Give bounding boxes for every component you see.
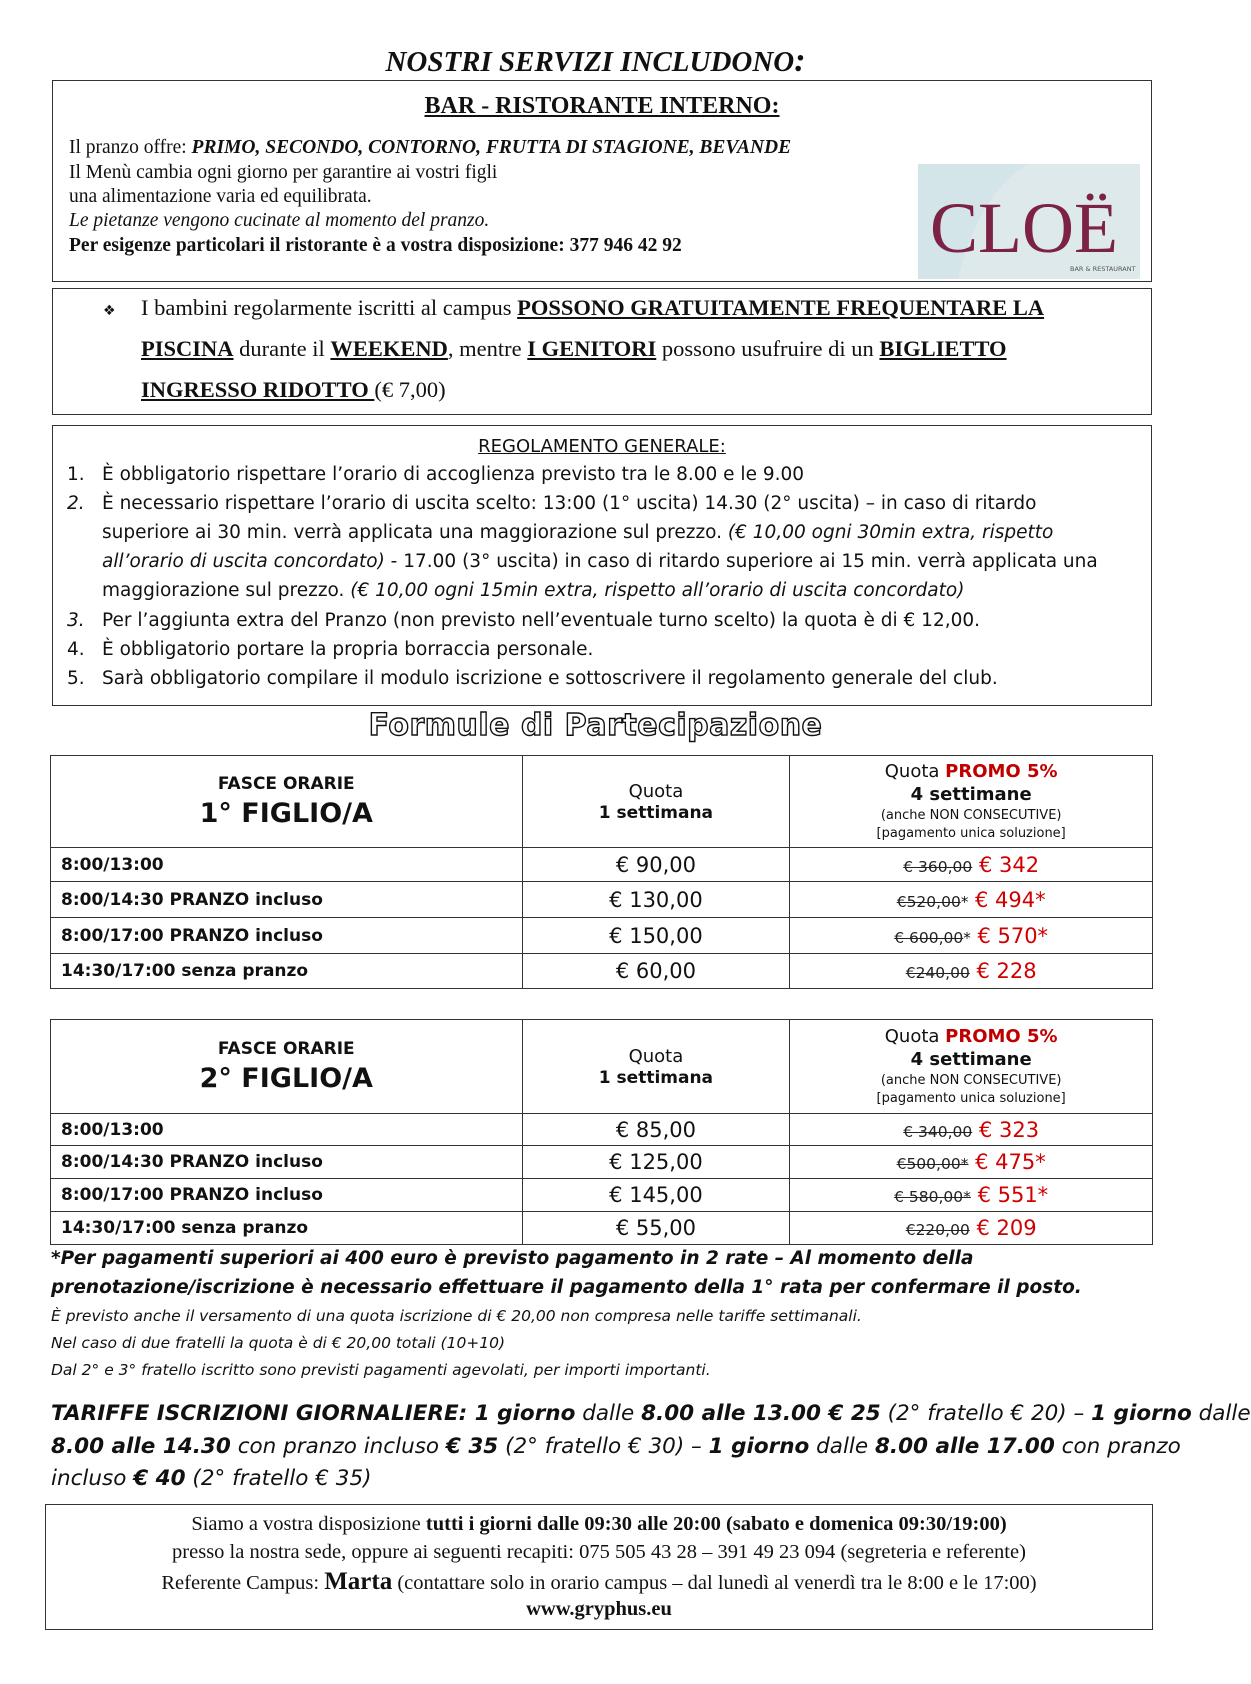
rule-3: Per l’aggiunta extra del Pranzo (non previsto nell’eventuale turno scelto) la quota è di € 12,00. [102, 610, 981, 631]
rule-4: È obbligatorio portare la propria borraccia personale. [102, 639, 594, 660]
logo-text: CLOË [930, 188, 1118, 268]
table-row [51, 954, 1153, 989]
rule-number: 2. [67, 493, 85, 514]
quota-header: Quota 1 settimana [522, 756, 790, 848]
price-table-2nd-child [50, 1019, 1153, 1245]
table-row [51, 1146, 1153, 1179]
fasce-header: FASCE ORARIE 2° FIGLIO/A [51, 1020, 523, 1114]
table-header-row [51, 756, 1153, 848]
availability-line: Siamo a vostra disposizione tutti i giorni dalle 09:30 alle 20:00 (sabato e domenica 09:30/19:00) [191, 1513, 1007, 1535]
promo-price: € 580,00* € 551* [790, 1179, 1153, 1212]
pool-section [52, 288, 1152, 415]
rule-2-line-4: maggiorazione sul prezzo. (€ 10,00 ogni 15min extra, rispetto all’orario di uscita concordato) [102, 580, 965, 601]
diamond-bullet-icon: ❖ [103, 303, 116, 319]
promo-price: €220,00 € 209 [790, 1212, 1153, 1245]
registration-fee-note: È previsto anche il versamento di una quota iscrizione di € 20,00 non compresa nelle tariffe settimanali. [51, 1307, 862, 1325]
promo-price: €520,00* € 494* [790, 882, 1153, 918]
table-header-row [51, 1020, 1153, 1114]
discount-note: Dal 2° e 3° fratello iscritto sono previsti pagamenti agevolati, per importi importanti. [51, 1361, 711, 1379]
menu-line-2: una alimentazione varia ed equilibrata. [69, 186, 372, 207]
time-slot: 14:30/17:00 senza pranzo [51, 954, 523, 989]
regolamento-section [52, 425, 1152, 706]
cloe-logo [918, 164, 1140, 279]
weekly-price: € 130,00 [522, 882, 790, 918]
table-row [51, 848, 1153, 882]
price-table-1st-child [50, 755, 1153, 989]
weekly-price: € 60,00 [522, 954, 790, 989]
promo-header: Quota PROMO 5% 4 settimane (anche NON CONSECUTIVE) [pagamento unica soluzione] [790, 1020, 1153, 1114]
referent-line: Referente Campus: Marta (contattare solo in orario campus – dal lunedì al venerdì tra le 8:00 e le 17:00) [161, 1568, 1037, 1595]
rule-number: 3. [67, 610, 85, 631]
weekly-price: € 125,00 [522, 1146, 790, 1179]
rule-2-line-3: all’orario di uscita concordato) - 17.00 (3° uscita) in caso di ritardo superiore ai 15 min. verrà applicata una [102, 551, 1098, 572]
payment-note-1: *Per pagamenti superiori ai 400 euro è previsto pagamento in 2 rate – Al momento della [51, 1248, 974, 1269]
pool-line-2: PISCINA durante il WEEKEND, mentre I GENITORI possono usufruire di un BIGLIETTO [141, 336, 1007, 361]
weekly-price: € 150,00 [522, 918, 790, 954]
quota-header: Quota 1 settimana [522, 1020, 790, 1114]
time-slot: 8:00/13:00 [51, 1114, 523, 1146]
weekly-price: € 90,00 [522, 848, 790, 882]
promo-header: Quota PROMO 5% 4 settimane (anche NON CONSECUTIVE) [pagamento unica soluzione] [790, 756, 1153, 848]
time-slot: 8:00/14:30 PRANZO incluso [51, 1146, 523, 1179]
rule-number: 1. [67, 464, 85, 485]
pool-line-3: INGRESSO RIDOTTO (€ 7,00) [141, 377, 446, 402]
logo-subtext: BAR & RESTAURANT [1070, 265, 1136, 273]
time-slot: 8:00/17:00 PRANZO incluso [51, 1179, 523, 1212]
time-slot: 8:00/13:00 [51, 848, 523, 882]
time-slot: 8:00/14:30 PRANZO incluso [51, 882, 523, 918]
menu-line-1: Il Menù cambia ogni giorno per garantire ai vostri figli [69, 162, 498, 183]
page-title: NOSTRI SERVIZI INCLUDONO: [385, 42, 806, 79]
weekly-price: € 145,00 [522, 1179, 790, 1212]
rule-2-line-2: superiore ai 30 min. verrà applicata una maggiorazione sul prezzo. (€ 10,00 ogni 30min extra, rispetto [102, 522, 1054, 543]
daily-rates-line-2: 8.00 alle 14.30 con pranzo incluso € 35 (2° fratello € 30) – 1 giorno dalle 8.00 alle 17.00 con pranzo [51, 1434, 1181, 1459]
time-slot: 14:30/17:00 senza pranzo [51, 1212, 523, 1245]
formule-title: Formule di Partecipazione [368, 708, 823, 743]
siblings-note: Nel caso di due fratelli la quota è di € 20,00 totali (10+10) [51, 1334, 506, 1352]
website-link[interactable]: www.gryphus.eu [526, 1598, 672, 1620]
daily-rates-line-1: TARIFFE ISCRIZIONI GIORNALIERE: 1 giorno dalle 8.00 alle 13.00 € 25 (2° fratello € 20) – 1 giorno dalle [51, 1401, 1251, 1426]
special-needs-line: Per esigenze particolari il ristorante è a vostra disposizione: 377 946 42 92 [69, 235, 682, 256]
daily-rates-line-3: incluso € 40 (2° fratello € 35) [51, 1466, 372, 1491]
promo-price: €500,00* € 475* [790, 1146, 1153, 1179]
promo-price: € 340,00 € 323 [790, 1114, 1153, 1146]
promo-price: € 600,00* € 570* [790, 918, 1153, 954]
pool-line-1: I bambini regolarmente iscritti al campus POSSONO GRATUITAMENTE FREQUENTARE LA [141, 295, 1045, 320]
time-slot: 8:00/17:00 PRANZO incluso [51, 918, 523, 954]
rule-2-line-1: È necessario rispettare l’orario di uscita scelto: 13:00 (1° uscita) 14.30 (2° uscita) – in caso di ritardo [102, 493, 1037, 514]
regolamento-title: REGOLAMENTO GENERALE: [478, 436, 726, 457]
promo-price: € 360,00 € 342 [790, 848, 1153, 882]
promo-price: €240,00 € 228 [790, 954, 1153, 989]
weekly-price: € 85,00 [522, 1114, 790, 1146]
rule-1: È obbligatorio rispettare l’orario di accoglienza previsto tra le 8.00 e le 9.00 [102, 464, 805, 485]
lunch-line: Il pranzo offre: PRIMO, SECONDO, CONTORNO, FRUTTA DI STAGIONE, BEVANDE [69, 137, 792, 158]
contact-section [45, 1504, 1153, 1630]
table-row [51, 918, 1153, 954]
cooked-line: Le pietanze vengono cucinate al momento del pranzo. [69, 210, 490, 231]
bar-restaurant-section [52, 80, 1152, 282]
payment-note-2: prenotazione/iscrizione è necessario effettuare il pagamento della 1° rata per confermare il posto. [51, 1277, 1082, 1298]
rule-number: 5. [67, 668, 85, 689]
table-row [51, 1114, 1153, 1146]
fasce-header: FASCE ORARIE 1° FIGLIO/A [51, 756, 523, 848]
phone-line: presso la nostra sede, oppure ai seguenti recapiti: 075 505 43 28 – 391 49 23 094 (segreteria e referente) [172, 1541, 1026, 1563]
table-row [51, 1212, 1153, 1245]
rule-5: Sarà obbligatorio compilare il modulo iscrizione e sottoscrivere il regolamento generale del club. [102, 668, 998, 689]
rule-number: 4. [67, 639, 85, 660]
weekly-price: € 55,00 [522, 1212, 790, 1245]
table-row [51, 882, 1153, 918]
table-row [51, 1179, 1153, 1212]
bar-title: BAR - RISTORANTE INTERNO: [424, 93, 780, 119]
